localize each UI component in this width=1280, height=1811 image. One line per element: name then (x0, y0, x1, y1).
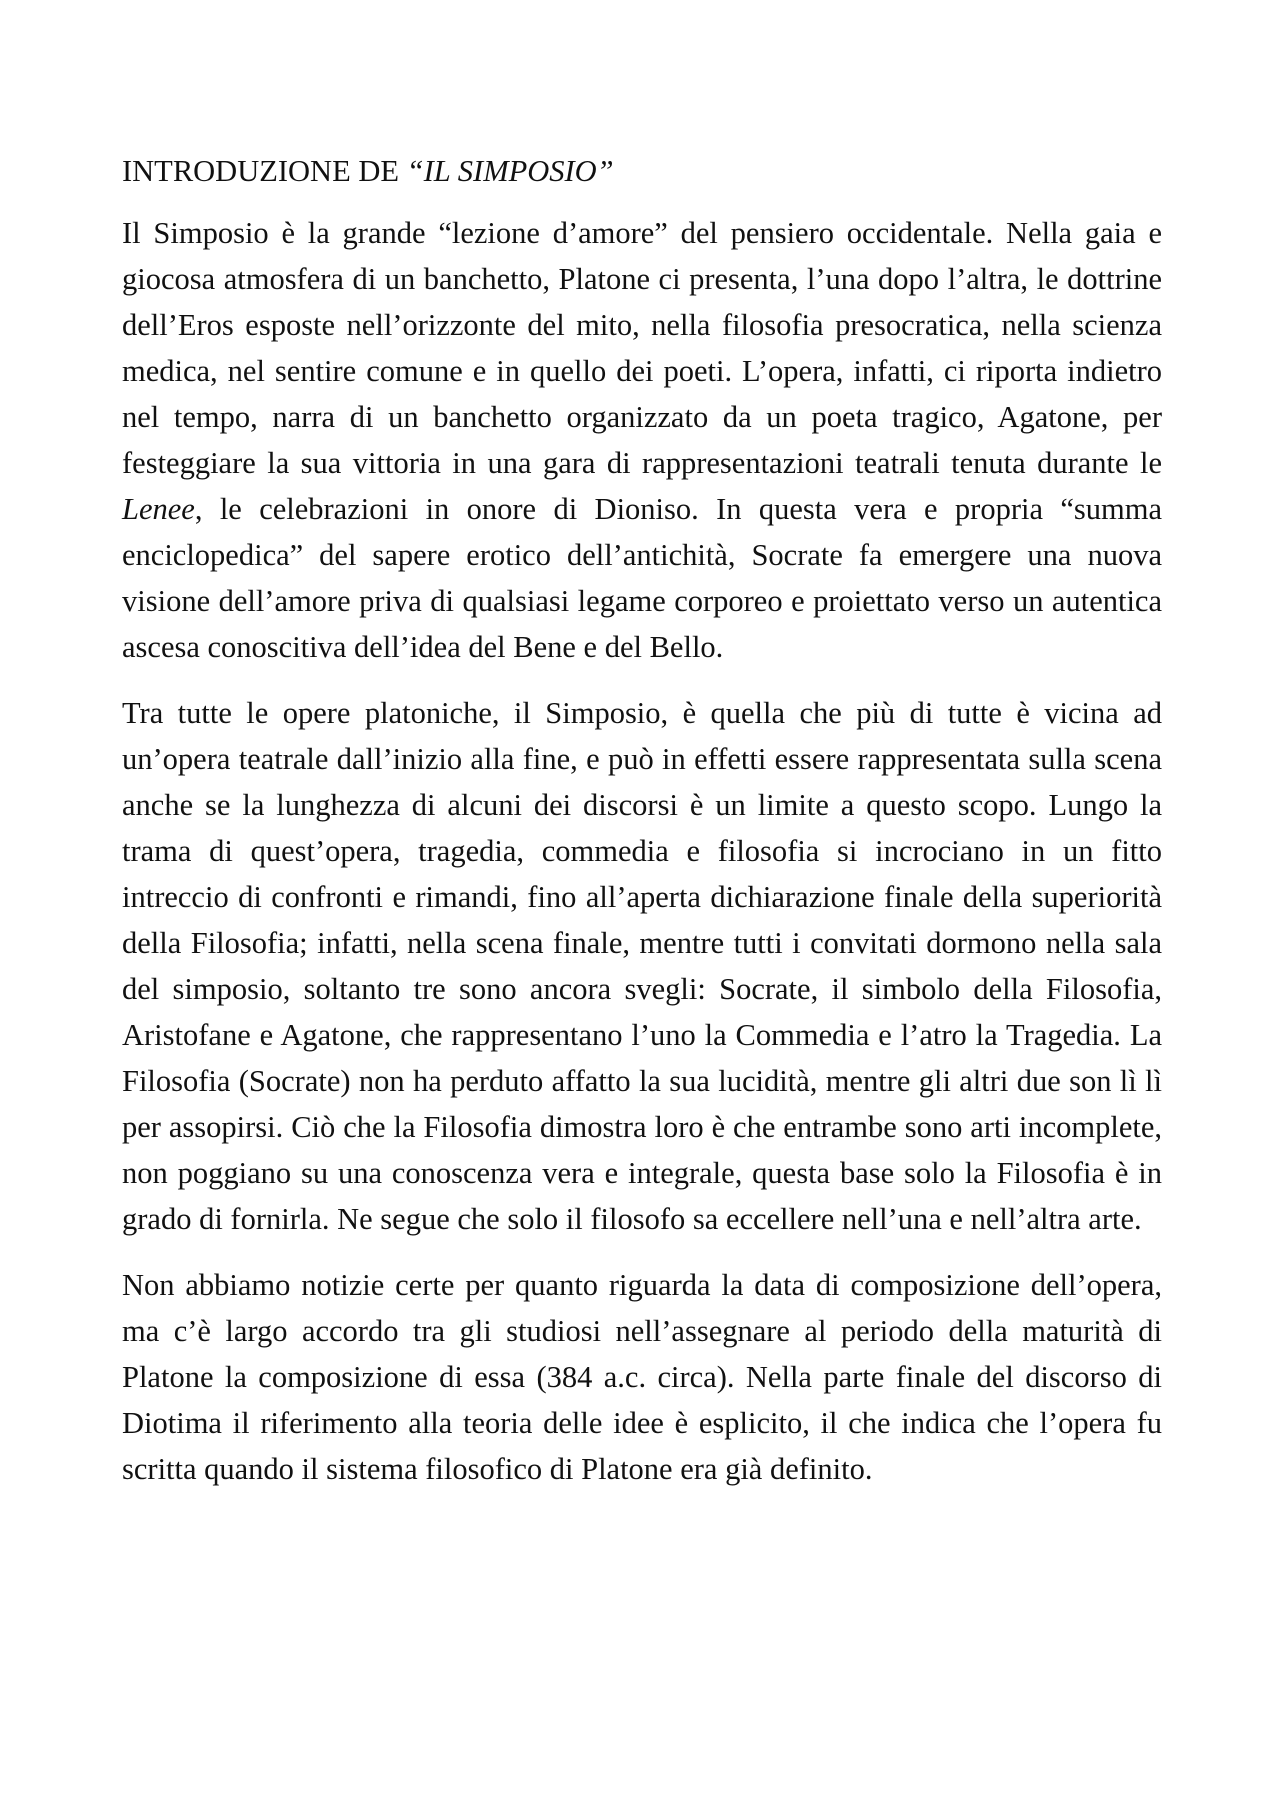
paragraph-1-italic-lenee: Lenee (122, 492, 195, 526)
document-title (122, 148, 1162, 194)
paragraph-3: Non abbiamo notizie certe per quanto riguarda la data di composizione dell’opera, ma c’è largo accordo tra gli studiosi nell’assegnare al periodo della maturità di Platone la composizione di essa (384 a.c. circa). Nella parte finale del discorso di Diotima il riferimento alla teoria delle idee è esplicito, il che indica che l’opera fu scritta quando il sistema filosofico di Platone era già definito. (122, 1268, 1162, 1486)
paragraph-1-part-b: , le celebrazioni in onore di Dioniso. In questa vera e propria “summa enciclopedica” del sapere erotico dell’antichità, Socrate fa emergere una nuova visione dell’amore priva di qualsiasi legame corporeo e proiettato verso un autentica ascesa conoscitiva dell’idea del Bene e del Bello. (122, 492, 1162, 664)
title-prefix: INTRODUZIONE DE (122, 154, 407, 188)
document-body (122, 148, 1162, 1512)
paragraph-2: Tra tutte le opere platoniche, il Simposio, è quella che più di tutte è vicina ad un’opera teatrale dall’inizio alla fine, e può in effetti essere rappresentata sulla scena anche se la lunghezza di alcuni dei discorsi è un limite a questo scopo. Lungo la trama di quest’opera, tragedia, commedia e filosofia si incrociano in un fitto intreccio di confronti e rimandi, fino all’aperta dichiarazione finale della superiorità della Filosofia; infatti, nella scena finale, mentre tutti i convitati dormono nella sala del simposio, soltanto tre sono ancora svegli: Socrate, il simbolo della Filosofia, Aristofane e Agatone, che rappresentano l’uno la Commedia e l’atro la Tragedia. La Filosofia (Socrate) non ha perduto affatto la sua lucidità, mentre gli altri due son lì lì per assopirsi. Ciò che la Filosofia dimostra loro è che entrambe sono arti incomplete, non poggiano su una conoscenza vera e integrale, questa base solo la Filosofia è in grado di fornirla. Ne segue che solo il filosofo sa eccellere nell’una e nell’altra arte. (122, 696, 1162, 1236)
paragraph-1-part-a: Il Simposio è la grande “lezione d’amore” del pensiero occidentale. Nella gaia e giocosa atmosfera di un banchetto, Platone ci presenta, l’una dopo l’altra, le dottrine dell’Eros esposte nell’orizzonte del mito, nella filosofia presocratica, nella scienza medica, nel sentire comune e in quello dei poeti. L’opera, infatti, ci riporta indietro nel tempo, narra di un banchetto organizzato da un poeta tragico, Agatone, per festeggiare la sua vittoria in una gara di rappresentazioni teatrali tenuta durante le (122, 216, 1162, 480)
paragraph-1 (122, 210, 1162, 670)
title-italic: “IL SIMPOSIO” (406, 154, 614, 188)
